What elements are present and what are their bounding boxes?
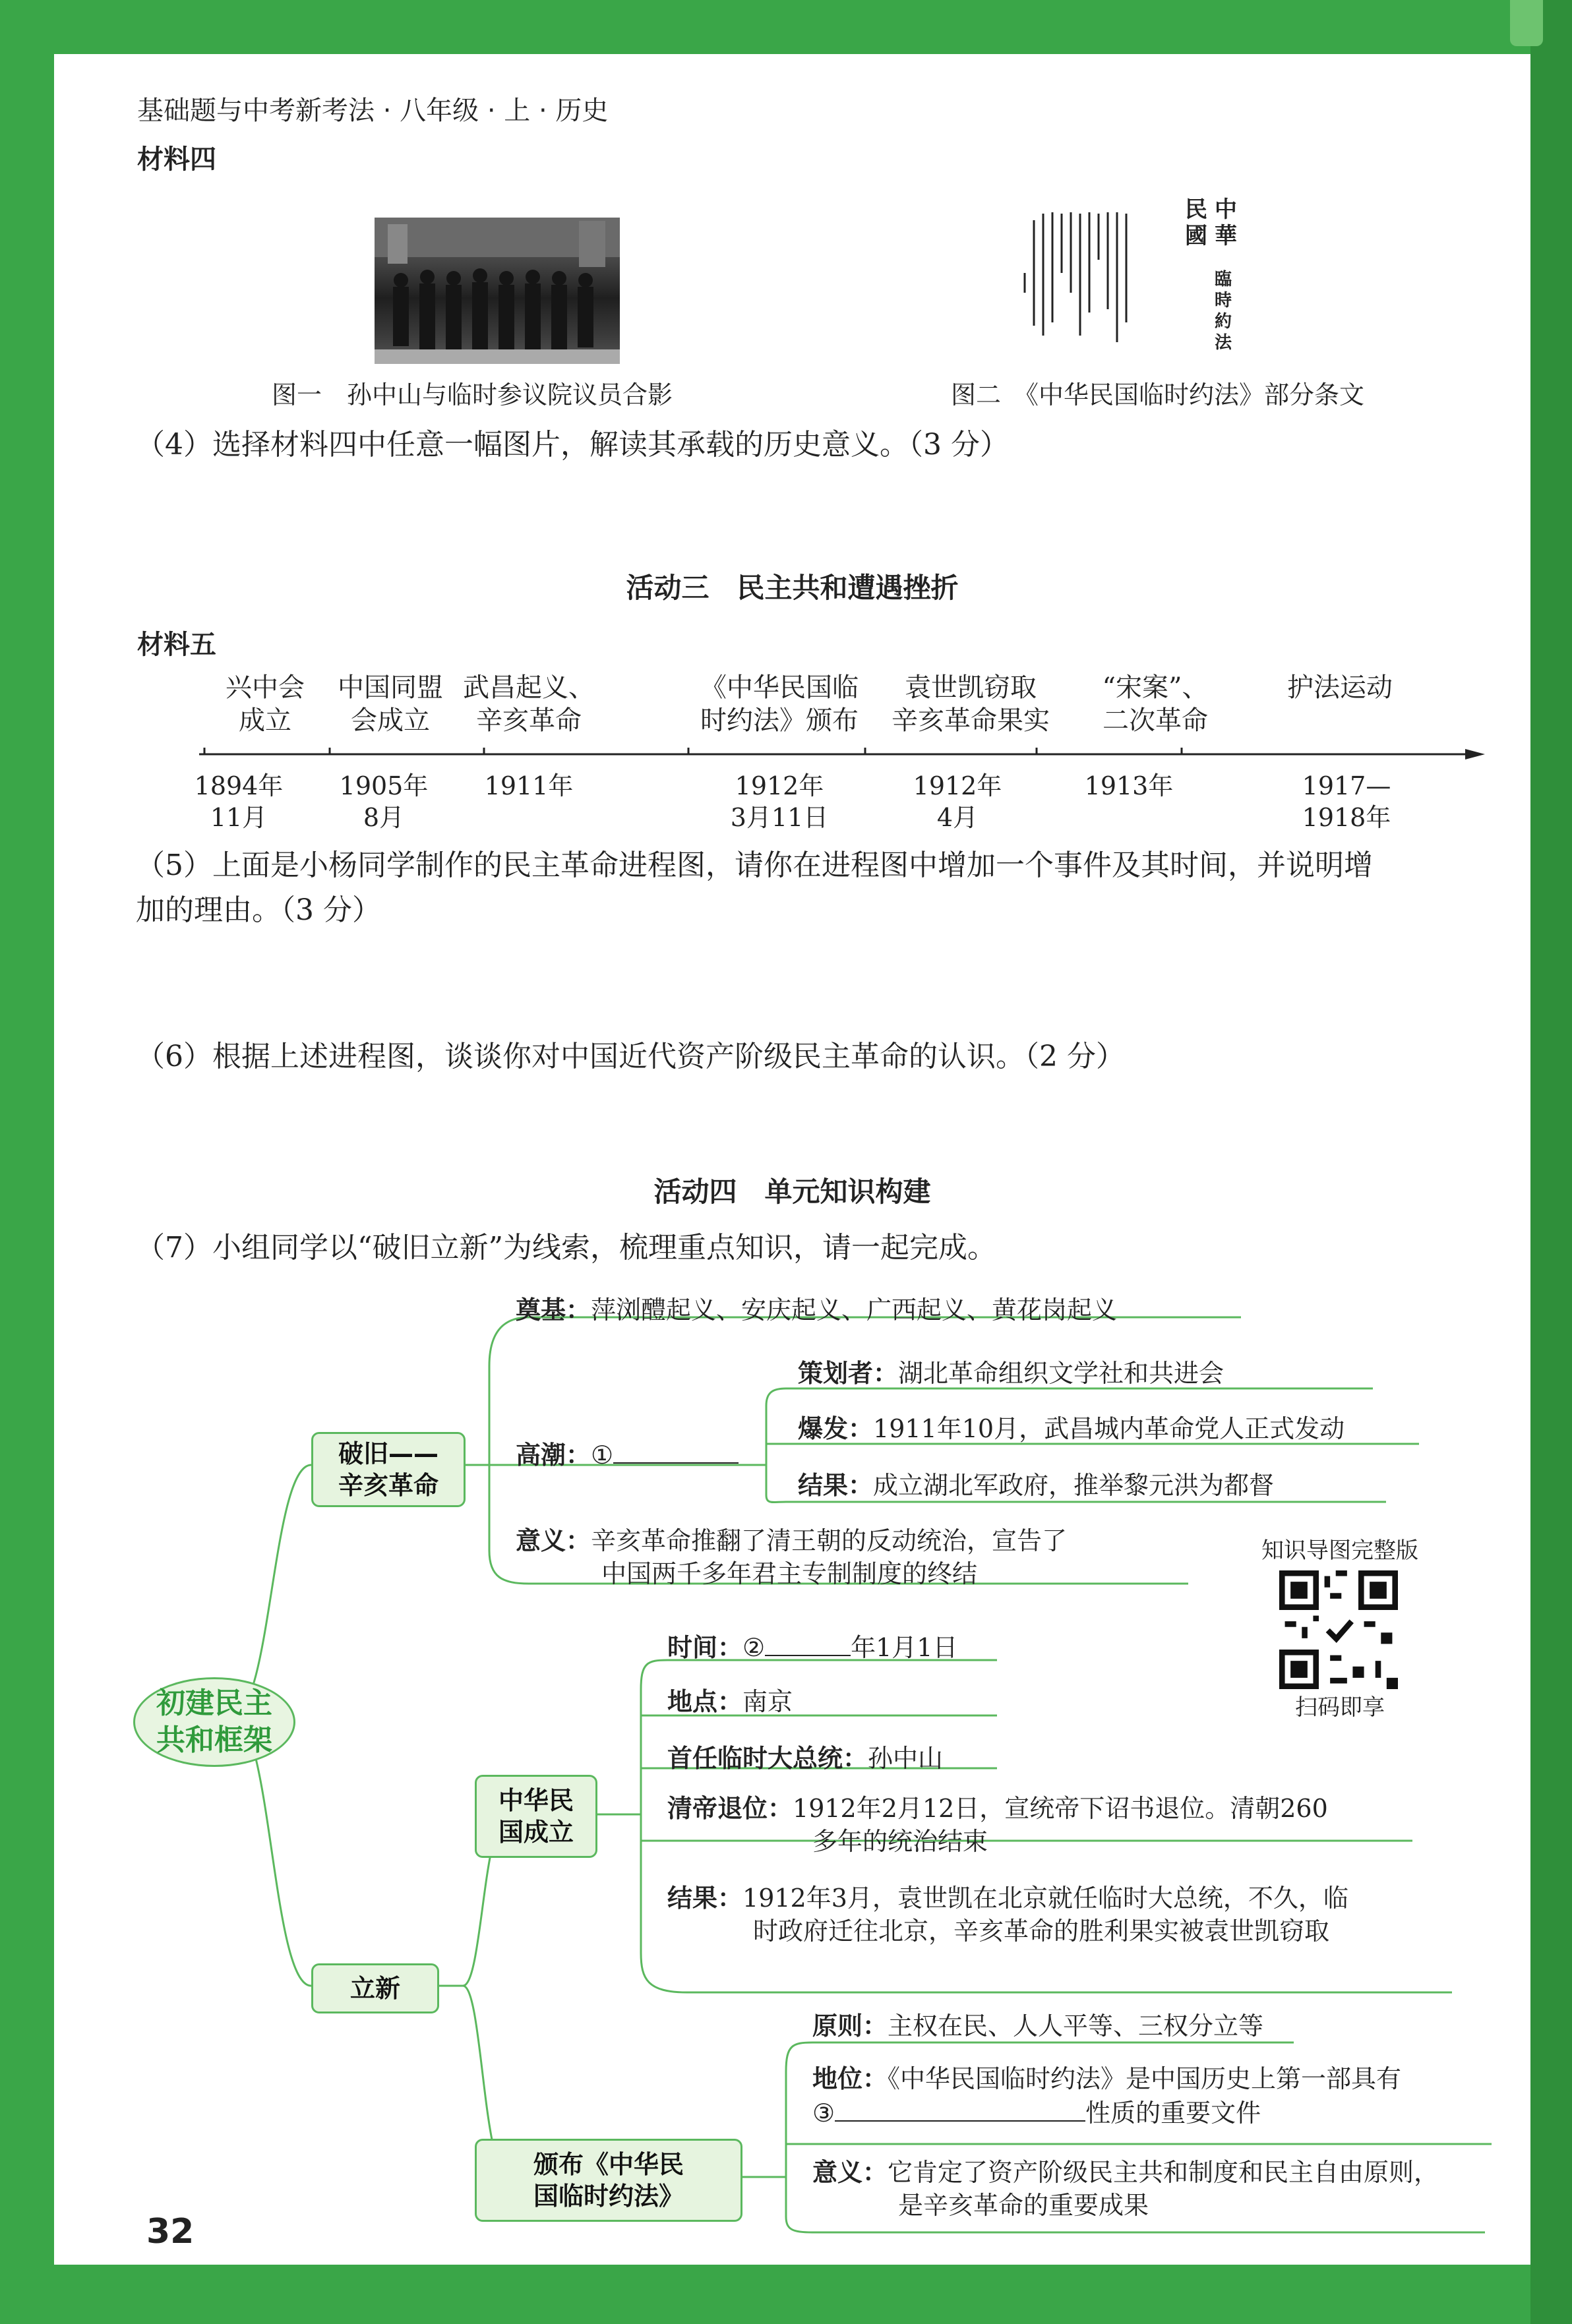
meaning2-row: 意义：它肯定了资产阶级民主共和制度和民主自由原则， 是辛亥革命的重要成果 xyxy=(812,2158,1439,2220)
result2-row: 结果：1912年3月，袁世凯在北京就任临时大总统，不久，临 时政府迁往北京，辛亥革命的胜利果实被袁世凯窃取 xyxy=(667,1884,1348,1946)
group-photo-image xyxy=(375,218,620,364)
timeline-event-7: 护法运动 xyxy=(1287,672,1393,703)
status-row: 地位：《中华民国临时约法》是中国历史上第一部具有 ③ 性质的重要文件 xyxy=(812,2064,1402,2128)
blank-1[interactable] xyxy=(613,1437,739,1464)
result1-row: 结果：成立湖北军政府，推举黎元洪为都督 xyxy=(798,1471,1275,1500)
node-revolution: 破旧—— 辛亥革命 xyxy=(311,1432,466,1507)
right-edge-bar xyxy=(1530,0,1572,2324)
climax-row: 高潮：① xyxy=(516,1437,739,1472)
qr-code-icon[interactable] xyxy=(1279,1570,1398,1689)
timeline-event-5: 袁世凯窃取 辛亥革命果实 xyxy=(892,672,1050,736)
abdication-row: 清帝退位：1912年2月12日，宣统帝下诏书退位。清朝260 多年的统治结束 xyxy=(667,1794,1328,1856)
question-6: （6）根据上述进程图，谈谈你对中国近代资产阶级民主革命的认识。（2 分） xyxy=(136,1040,1125,1073)
fig1-caption: 图一 孙中山与临时参议院议员合影 xyxy=(272,380,673,409)
document-stamp-title: 中 華 民 國 臨 時 約 法 xyxy=(1185,196,1237,353)
node-roc-founded: 中华民 国成立 xyxy=(475,1775,597,1858)
timeline-event-1: 兴中会 成立 xyxy=(226,672,305,736)
president-row: 首任临时大总统：孙中山 xyxy=(667,1744,944,1773)
node-new: 立新 xyxy=(311,1963,439,2013)
activity4-title: 活动四 单元知识构建 xyxy=(653,1176,931,1208)
timeline-date-7: 1917— 1918年 xyxy=(1302,771,1391,832)
question-5-line2: 加的理由。（3 分） xyxy=(136,893,381,927)
group-photo-figures xyxy=(375,218,620,364)
question-4: （4）选择材料四中任意一幅图片，解读其承载的历史意义。（3 分） xyxy=(136,428,1009,462)
timeline-date-2: 1905年 8月 xyxy=(339,771,429,832)
series-title: 基础题与中考新考法 · 八年级 · 上 · 历史 xyxy=(137,96,609,126)
timeline-date-1: 1894年 11月 xyxy=(194,771,284,832)
qr-bottom-label: 扫码即享 xyxy=(1295,1694,1385,1721)
material4-label: 材料四 xyxy=(137,144,216,175)
principle-row: 原则：主权在民、人人平等、三权分立等 xyxy=(812,2011,1264,2041)
timeline-event-4: 《中华民国临 时约法》颁布 xyxy=(700,672,859,736)
planner-row: 策划者：湖北革命组织文学社和共进会 xyxy=(798,1359,1224,1388)
timeline-axis xyxy=(199,740,1492,766)
node-provisional-constitution: 颁布《中华民 国临时约法》 xyxy=(475,2139,742,2222)
book-page xyxy=(54,54,1530,2265)
timeline-date-5: 1912年 4月 xyxy=(913,771,1002,832)
timeline-event-6: “宋案”、 二次革命 xyxy=(1102,672,1209,736)
page-tab xyxy=(1510,0,1543,46)
place-row: 地点：南京 xyxy=(667,1687,793,1716)
blank-3[interactable] xyxy=(835,2095,1085,2122)
outbreak-row: 爆发：1911年10月，武昌城内革命党人正式发动 xyxy=(798,1414,1345,1443)
page-number: 32 xyxy=(146,2212,195,2251)
question-7: （7）小组同学以“破旧立新”为线索，梳理重点知识，请一起完成。 xyxy=(136,1231,996,1265)
blank-2[interactable] xyxy=(765,1630,851,1656)
qr-top-label: 知识导图完整版 xyxy=(1261,1537,1418,1564)
mindmap-root: 初建民主 共和框架 xyxy=(133,1677,295,1767)
meaning1-row: 意义：辛亥革命推翻了清王朝的反动统治，宣告了 中国两千多年君主专制制度的终结 xyxy=(516,1526,1068,1588)
question-5-line1: （5）上面是小杨同学制作的民主革命进程图，请你在进程图中增加一个事件及其时间，并说明增 xyxy=(136,849,1373,882)
activity3-title: 活动三 民主共和遭遇挫折 xyxy=(626,572,959,604)
time-row: 时间：② 年1月1日 xyxy=(667,1630,957,1664)
foundation-row: 奠基：萍浏醴起义、安庆起义、广西起义、黄花岗起义 xyxy=(516,1296,1118,1325)
timeline-event-2: 中国同盟 会成立 xyxy=(338,672,443,736)
timeline-date-4: 1912年 3月11日 xyxy=(730,771,829,832)
timeline-date-6: 1913年 xyxy=(1084,771,1174,800)
timeline-date-3: 1911年 xyxy=(484,771,574,800)
material5-label: 材料五 xyxy=(137,630,216,660)
fig2-caption: 图二 《中华民国临时约法》部分条文 xyxy=(951,380,1365,409)
timeline-event-3: 武昌起义、 辛亥革命 xyxy=(463,672,595,736)
